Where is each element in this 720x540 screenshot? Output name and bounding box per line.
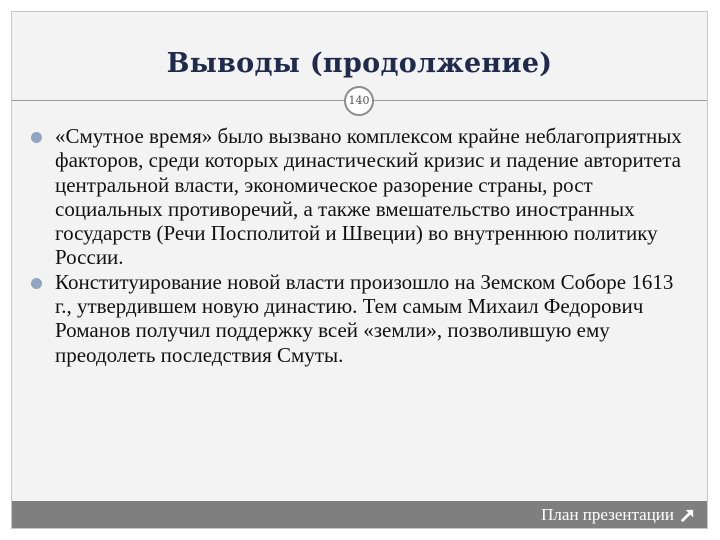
presentation-plan-label: План презентации	[541, 505, 674, 524]
page-number-badge: 140	[344, 86, 374, 116]
slide-title: Выводы (продолжение)	[166, 48, 553, 79]
footer-bar	[12, 501, 707, 528]
presentation-plan-link[interactable]	[541, 505, 695, 525]
bullet-icon	[31, 278, 42, 289]
list-item	[31, 270, 691, 367]
arrow-up-right-icon	[680, 508, 695, 523]
bullet-icon	[31, 132, 42, 143]
bullet-text: Конституирование новой власти произошло на Земском Соборе 1613 г., утвердившем новую династию. Тем самым Михаил Федорович Романов получил поддержку всей «земли», позволившую ему преодолеть последствия Смуты.	[55, 269, 674, 367]
bullet-list	[31, 124, 691, 367]
list-item	[31, 124, 691, 270]
bullet-text: «Смутное время» было вызвано комплексом крайне неблагоприятных факторов, среди которых династический кризис и падение авторитета центральной власти, экономическое разорение страны, рост социальных противоречий, а также вмешательство иностранных государств (Речи Посполитой и Швеции) во внутреннюю политику России.	[55, 124, 682, 270]
